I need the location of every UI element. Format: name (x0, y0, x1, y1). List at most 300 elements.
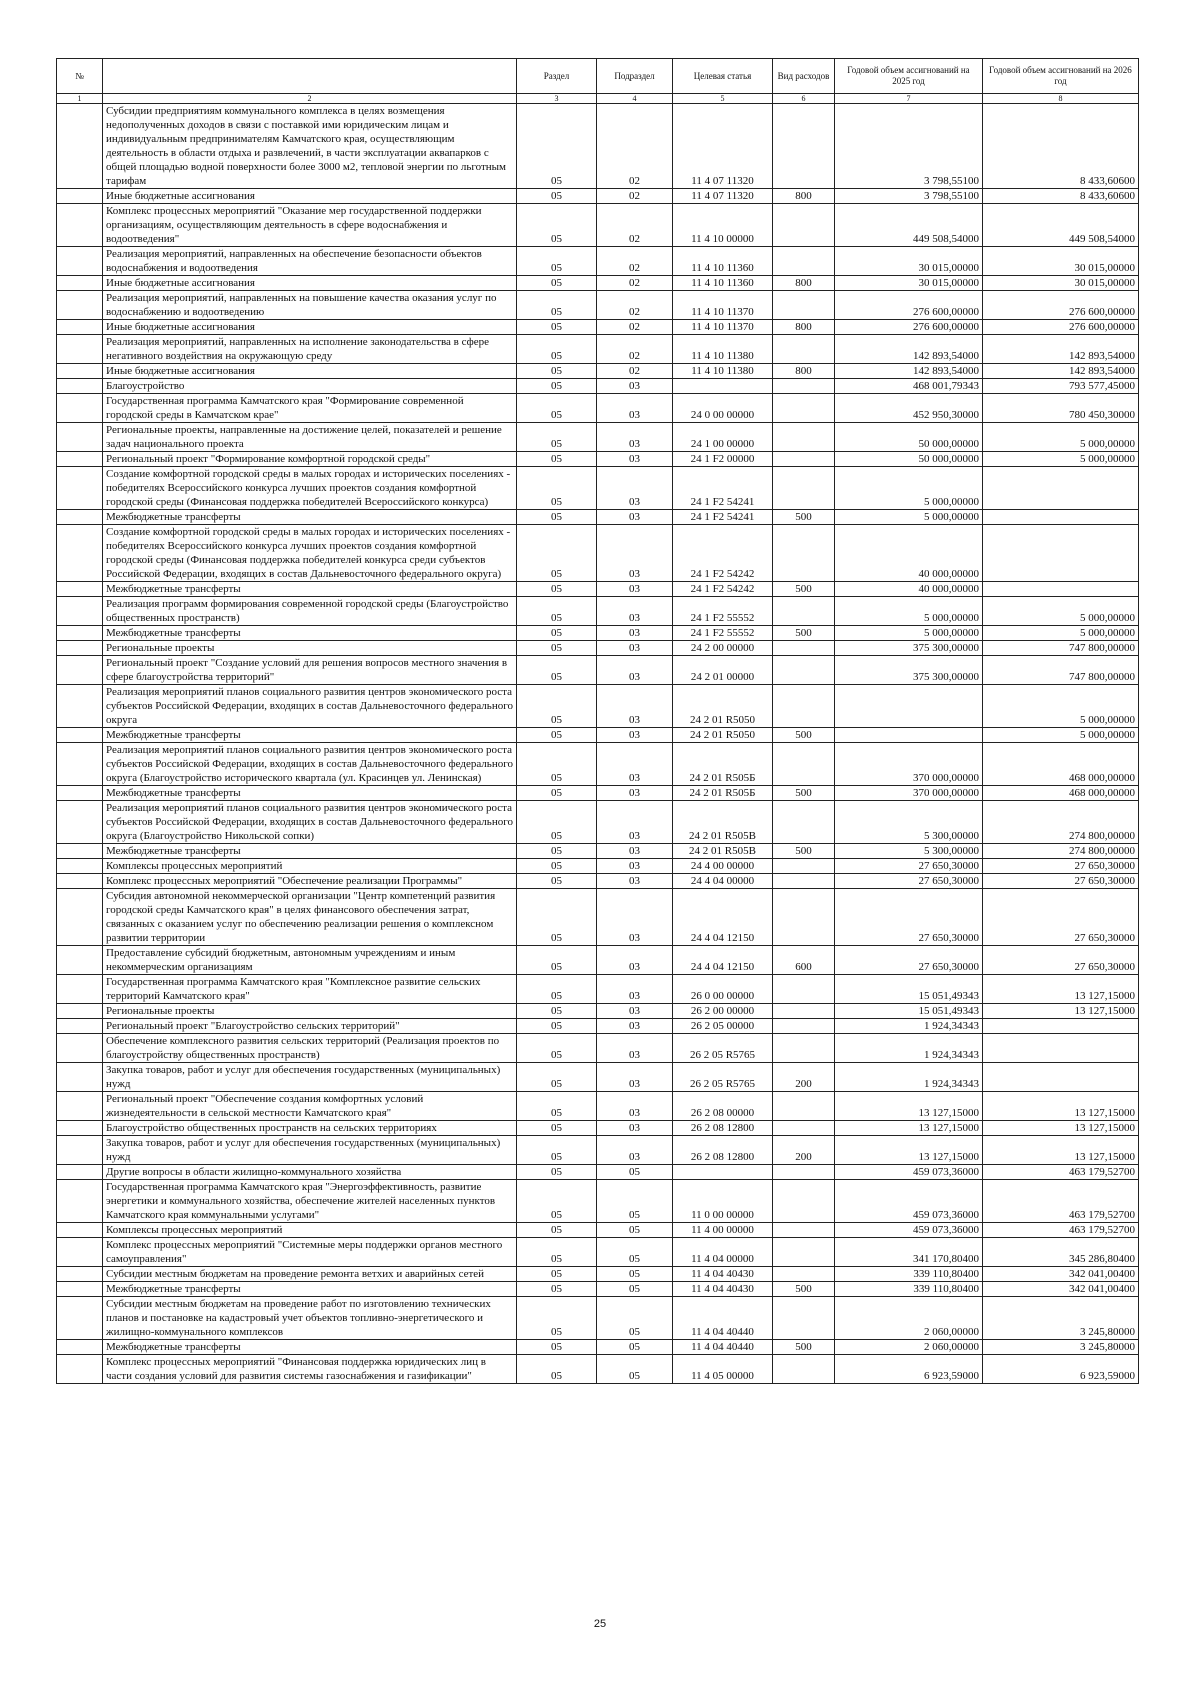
row-name-cell: Региональный проект "Обеспечение создания комфортных условий жизнедеятельности в сельской местности Камчатского края" (103, 1092, 517, 1121)
row-target-cell: 11 4 00 00000 (673, 1223, 773, 1238)
table-row (57, 874, 1139, 889)
row-volume-2026-cell: 342 041,00400 (983, 1282, 1139, 1297)
header-razdel: Раздел (517, 59, 597, 94)
row-number-cell (57, 1282, 103, 1297)
column-number: 5 (673, 94, 773, 104)
table-row (57, 247, 1139, 276)
row-volume-2026-cell (983, 1034, 1139, 1063)
row-razdel-cell: 05 (517, 423, 597, 452)
row-razdel-cell: 05 (517, 582, 597, 597)
row-expense-type-cell (773, 1180, 835, 1223)
table-row (57, 510, 1139, 525)
row-name-cell: Реализация мероприятий, направленных на повышение качества оказания услуг по водоснабжению и водоотведению (103, 291, 517, 320)
row-podrazdel-cell: 03 (597, 1004, 673, 1019)
row-target-cell: 26 0 00 00000 (673, 975, 773, 1004)
row-target-cell: 24 4 04 12150 (673, 889, 773, 946)
table-row (57, 975, 1139, 1004)
table-row (57, 1355, 1139, 1384)
row-number-cell (57, 1223, 103, 1238)
row-podrazdel-cell: 05 (597, 1297, 673, 1340)
row-target-cell: 26 2 05 R5765 (673, 1063, 773, 1092)
row-expense-type-cell (773, 1238, 835, 1267)
row-volume-2025-cell: 27 650,30000 (835, 889, 983, 946)
row-number-cell (57, 641, 103, 656)
row-number-cell (57, 656, 103, 685)
row-razdel-cell: 05 (517, 1267, 597, 1282)
row-podrazdel-cell: 05 (597, 1340, 673, 1355)
row-expense-type-cell (773, 204, 835, 247)
row-expense-type-cell: 800 (773, 276, 835, 291)
row-name-cell: Межбюджетные трансферты (103, 1340, 517, 1355)
row-volume-2026-cell: 27 650,30000 (983, 946, 1139, 975)
row-name-cell: Межбюджетные трансферты (103, 786, 517, 801)
row-number-cell (57, 247, 103, 276)
row-expense-type-cell (773, 1034, 835, 1063)
table-row (57, 1165, 1139, 1180)
row-target-cell: 24 2 01 R5050 (673, 685, 773, 728)
row-target-cell: 11 4 10 11370 (673, 291, 773, 320)
table-body (57, 104, 1139, 1384)
row-razdel-cell: 05 (517, 1063, 597, 1092)
row-name-cell: Комплекс процессных мероприятий "Обеспечение реализации Программы" (103, 874, 517, 889)
row-name-cell: Комплекс процессных мероприятий "Системные меры поддержки органов местного самоуправления" (103, 1238, 517, 1267)
row-podrazdel-cell: 03 (597, 626, 673, 641)
row-expense-type-cell (773, 1019, 835, 1034)
table-row (57, 656, 1139, 685)
row-name-cell: Предоставление субсидий бюджетным, автономным учреждениям и иным некоммерческим организациям (103, 946, 517, 975)
row-razdel-cell: 05 (517, 641, 597, 656)
row-expense-type-cell (773, 104, 835, 189)
row-podrazdel-cell: 03 (597, 379, 673, 394)
row-volume-2026-cell: 27 650,30000 (983, 889, 1139, 946)
row-volume-2025-cell: 375 300,00000 (835, 656, 983, 685)
row-volume-2025-cell: 370 000,00000 (835, 786, 983, 801)
row-podrazdel-cell: 03 (597, 452, 673, 467)
row-podrazdel-cell: 05 (597, 1282, 673, 1297)
row-volume-2026-cell (983, 1063, 1139, 1092)
table-row (57, 1297, 1139, 1340)
row-target-cell (673, 1165, 773, 1180)
row-target-cell: 26 2 08 12800 (673, 1136, 773, 1165)
row-number-cell (57, 946, 103, 975)
table-row (57, 423, 1139, 452)
row-number-cell (57, 975, 103, 1004)
row-name-cell: Другие вопросы в области жилищно-коммунального хозяйства (103, 1165, 517, 1180)
row-razdel-cell: 05 (517, 1165, 597, 1180)
row-razdel-cell: 05 (517, 335, 597, 364)
row-name-cell: Реализация мероприятий планов социального развития центров экономического роста субъектов Российской Федерации, входящих в состав Дальневосточного федерального округа (Благоустройство Никольской сопки) (103, 801, 517, 844)
row-name-cell: Реализация мероприятий, направленных на обеспечение безопасности объектов водоснабжения и водоотведения (103, 247, 517, 276)
row-expense-type-cell: 200 (773, 1063, 835, 1092)
row-volume-2025-cell: 375 300,00000 (835, 641, 983, 656)
row-podrazdel-cell: 03 (597, 946, 673, 975)
row-volume-2026-cell: 5 000,00000 (983, 685, 1139, 728)
row-expense-type-cell (773, 1004, 835, 1019)
row-number-cell (57, 685, 103, 728)
row-volume-2026-cell: 449 508,54000 (983, 204, 1139, 247)
row-volume-2026-cell: 5 000,00000 (983, 597, 1139, 626)
row-razdel-cell: 05 (517, 189, 597, 204)
row-razdel-cell: 05 (517, 874, 597, 889)
row-expense-type-cell (773, 452, 835, 467)
row-name-cell: Межбюджетные трансферты (103, 844, 517, 859)
row-volume-2026-cell (983, 467, 1139, 510)
row-name-cell: Комплекс процессных мероприятий "Финансовая поддержка юридических лиц в части создания условий для развития системы газоснабжения и газификации" (103, 1355, 517, 1384)
row-name-cell: Иные бюджетные ассигнования (103, 364, 517, 379)
row-target-cell: 24 1 F2 54241 (673, 510, 773, 525)
row-razdel-cell: 05 (517, 510, 597, 525)
row-volume-2026-cell: 27 650,30000 (983, 874, 1139, 889)
row-podrazdel-cell: 03 (597, 597, 673, 626)
row-volume-2025-cell: 339 110,80400 (835, 1282, 983, 1297)
row-number-cell (57, 889, 103, 946)
row-expense-type-cell (773, 597, 835, 626)
row-volume-2026-cell (983, 510, 1139, 525)
row-volume-2025-cell: 459 073,36000 (835, 1180, 983, 1223)
row-razdel-cell: 05 (517, 291, 597, 320)
row-razdel-cell: 05 (517, 1121, 597, 1136)
row-razdel-cell: 05 (517, 946, 597, 975)
row-expense-type-cell (773, 1165, 835, 1180)
row-podrazdel-cell: 03 (597, 801, 673, 844)
row-volume-2026-cell: 5 000,00000 (983, 452, 1139, 467)
row-number-cell (57, 291, 103, 320)
row-razdel-cell: 05 (517, 889, 597, 946)
row-number-cell (57, 1355, 103, 1384)
row-number-cell (57, 104, 103, 189)
row-name-cell: Региональные проекты (103, 1004, 517, 1019)
row-podrazdel-cell: 03 (597, 743, 673, 786)
row-target-cell: 24 1 F2 54242 (673, 582, 773, 597)
row-volume-2025-cell: 13 127,15000 (835, 1136, 983, 1165)
row-volume-2026-cell: 793 577,45000 (983, 379, 1139, 394)
header-expense-type: Вид расходов (773, 59, 835, 94)
row-volume-2025-cell: 459 073,36000 (835, 1165, 983, 1180)
row-volume-2026-cell: 3 245,80000 (983, 1340, 1139, 1355)
table-row (57, 276, 1139, 291)
table-row (57, 1034, 1139, 1063)
row-number-cell (57, 452, 103, 467)
row-expense-type-cell (773, 423, 835, 452)
row-expense-type-cell: 500 (773, 844, 835, 859)
row-podrazdel-cell: 02 (597, 189, 673, 204)
row-podrazdel-cell: 03 (597, 582, 673, 597)
row-name-cell: Межбюджетные трансферты (103, 582, 517, 597)
row-number-cell (57, 728, 103, 743)
row-volume-2025-cell: 30 015,00000 (835, 247, 983, 276)
row-expense-type-cell (773, 874, 835, 889)
row-razdel-cell: 05 (517, 1019, 597, 1034)
row-razdel-cell: 05 (517, 1297, 597, 1340)
row-volume-2025-cell: 341 170,80400 (835, 1238, 983, 1267)
row-razdel-cell: 05 (517, 204, 597, 247)
row-podrazdel-cell: 03 (597, 525, 673, 582)
row-razdel-cell: 05 (517, 379, 597, 394)
row-podrazdel-cell: 03 (597, 510, 673, 525)
row-podrazdel-cell: 03 (597, 728, 673, 743)
table-row (57, 946, 1139, 975)
row-volume-2026-cell: 8 433,60600 (983, 189, 1139, 204)
row-target-cell: 11 4 05 00000 (673, 1355, 773, 1384)
row-target-cell: 11 4 10 11370 (673, 320, 773, 335)
row-target-cell: 24 1 00 00000 (673, 423, 773, 452)
row-target-cell: 24 4 04 00000 (673, 874, 773, 889)
row-volume-2026-cell: 13 127,15000 (983, 1121, 1139, 1136)
row-razdel-cell: 05 (517, 685, 597, 728)
row-podrazdel-cell: 05 (597, 1223, 673, 1238)
table-row (57, 394, 1139, 423)
row-volume-2026-cell: 5 000,00000 (983, 728, 1139, 743)
row-podrazdel-cell: 02 (597, 204, 673, 247)
row-podrazdel-cell: 02 (597, 364, 673, 379)
row-volume-2025-cell: 13 127,15000 (835, 1092, 983, 1121)
row-name-cell: Создание комфортной городской среды в малых городах и исторических поселениях - победителях Всероссийского конкурса лучших проектов создания комфортной городской среды (Финансовая поддержка победителей конкурса среди субъектов Российской Федерации, входящих в состав Дальневосточного федерального округа) (103, 525, 517, 582)
row-expense-type-cell (773, 1092, 835, 1121)
column-number: 8 (983, 94, 1139, 104)
row-razdel-cell: 05 (517, 743, 597, 786)
row-expense-type-cell (773, 685, 835, 728)
row-number-cell (57, 743, 103, 786)
row-volume-2026-cell: 13 127,15000 (983, 975, 1139, 1004)
row-podrazdel-cell: 02 (597, 276, 673, 291)
column-number: 3 (517, 94, 597, 104)
row-volume-2026-cell: 6 923,59000 (983, 1355, 1139, 1384)
row-number-cell (57, 1267, 103, 1282)
row-razdel-cell: 05 (517, 844, 597, 859)
row-volume-2025-cell: 5 300,00000 (835, 844, 983, 859)
row-number-cell (57, 189, 103, 204)
row-volume-2026-cell: 142 893,54000 (983, 335, 1139, 364)
row-number-cell (57, 364, 103, 379)
row-razdel-cell: 05 (517, 1223, 597, 1238)
row-razdel-cell: 05 (517, 1034, 597, 1063)
table-row (57, 1223, 1139, 1238)
budget-table-sheet (56, 58, 1138, 1384)
table-header-row (57, 59, 1139, 94)
row-volume-2025-cell: 2 060,00000 (835, 1297, 983, 1340)
header-number: № (57, 59, 103, 94)
row-number-cell (57, 582, 103, 597)
table-row (57, 1004, 1139, 1019)
row-volume-2026-cell (983, 1019, 1139, 1034)
row-name-cell: Межбюджетные трансферты (103, 1282, 517, 1297)
row-volume-2026-cell: 274 800,00000 (983, 801, 1139, 844)
row-target-cell: 24 1 F2 55552 (673, 597, 773, 626)
row-volume-2026-cell: 30 015,00000 (983, 247, 1139, 276)
row-volume-2025-cell: 276 600,00000 (835, 291, 983, 320)
row-target-cell: 26 2 05 00000 (673, 1019, 773, 1034)
row-number-cell (57, 1136, 103, 1165)
row-number-cell (57, 423, 103, 452)
row-podrazdel-cell: 05 (597, 1165, 673, 1180)
row-name-cell: Реализация мероприятий, направленных на исполнение законодательства в сфере негативного воздействия на окружающую среду (103, 335, 517, 364)
row-expense-type-cell: 500 (773, 1282, 835, 1297)
row-target-cell: 11 4 04 40440 (673, 1297, 773, 1340)
row-number-cell (57, 379, 103, 394)
table-row (57, 364, 1139, 379)
row-target-cell (673, 379, 773, 394)
row-podrazdel-cell: 03 (597, 859, 673, 874)
row-razdel-cell: 05 (517, 1004, 597, 1019)
row-target-cell: 26 2 08 12800 (673, 1121, 773, 1136)
row-target-cell: 24 4 00 00000 (673, 859, 773, 874)
table-row (57, 1267, 1139, 1282)
table-row (57, 801, 1139, 844)
row-target-cell: 24 2 01 R505В (673, 801, 773, 844)
row-volume-2026-cell: 3 245,80000 (983, 1297, 1139, 1340)
row-podrazdel-cell: 03 (597, 975, 673, 1004)
row-expense-type-cell (773, 291, 835, 320)
row-volume-2025-cell: 5 300,00000 (835, 801, 983, 844)
row-volume-2025-cell: 452 950,30000 (835, 394, 983, 423)
row-number-cell (57, 525, 103, 582)
row-podrazdel-cell: 03 (597, 1034, 673, 1063)
row-target-cell: 24 2 00 00000 (673, 641, 773, 656)
row-number-cell (57, 1180, 103, 1223)
row-volume-2025-cell: 5 000,00000 (835, 510, 983, 525)
row-name-cell: Субсидии местным бюджетам на проведение работ по изготовлению технических планов и постановке на кадастровый учет объектов топливно-энергетического и жилищно-коммунального комплексов (103, 1297, 517, 1340)
row-expense-type-cell (773, 889, 835, 946)
row-volume-2026-cell: 342 041,00400 (983, 1267, 1139, 1282)
row-podrazdel-cell: 03 (597, 1136, 673, 1165)
row-name-cell: Комплексы процессных мероприятий (103, 1223, 517, 1238)
row-razdel-cell: 05 (517, 626, 597, 641)
row-volume-2025-cell: 1 924,34343 (835, 1063, 983, 1092)
row-number-cell (57, 1092, 103, 1121)
row-razdel-cell: 05 (517, 104, 597, 189)
table-row (57, 525, 1139, 582)
row-name-cell: Иные бюджетные ассигнования (103, 320, 517, 335)
row-razdel-cell: 05 (517, 320, 597, 335)
row-target-cell: 24 1 F2 54241 (673, 467, 773, 510)
row-target-cell: 24 1 F2 54242 (673, 525, 773, 582)
row-number-cell (57, 844, 103, 859)
row-volume-2026-cell: 747 800,00000 (983, 656, 1139, 685)
table-row (57, 1340, 1139, 1355)
row-razdel-cell: 05 (517, 597, 597, 626)
row-podrazdel-cell: 03 (597, 641, 673, 656)
row-podrazdel-cell: 03 (597, 1092, 673, 1121)
row-expense-type-cell (773, 859, 835, 874)
row-razdel-cell: 05 (517, 1092, 597, 1121)
row-number-cell (57, 1340, 103, 1355)
row-volume-2025-cell: 27 650,30000 (835, 946, 983, 975)
row-volume-2025-cell: 15 051,49343 (835, 1004, 983, 1019)
row-target-cell: 24 2 01 R5050 (673, 728, 773, 743)
row-number-cell (57, 467, 103, 510)
row-razdel-cell: 05 (517, 364, 597, 379)
row-volume-2025-cell: 1 924,34343 (835, 1034, 983, 1063)
row-number-cell (57, 874, 103, 889)
row-target-cell: 11 4 04 40440 (673, 1340, 773, 1355)
row-expense-type-cell (773, 743, 835, 786)
row-podrazdel-cell: 03 (597, 394, 673, 423)
row-target-cell: 11 4 04 40430 (673, 1282, 773, 1297)
column-number: 4 (597, 94, 673, 104)
row-volume-2025-cell: 5 000,00000 (835, 626, 983, 641)
table-row (57, 626, 1139, 641)
row-target-cell: 24 2 01 R505Б (673, 786, 773, 801)
row-target-cell: 24 1 F2 55552 (673, 626, 773, 641)
row-podrazdel-cell: 02 (597, 291, 673, 320)
row-number-cell (57, 1063, 103, 1092)
row-target-cell: 24 2 01 R505В (673, 844, 773, 859)
row-razdel-cell: 05 (517, 656, 597, 685)
row-target-cell: 11 4 04 40430 (673, 1267, 773, 1282)
row-razdel-cell: 05 (517, 728, 597, 743)
row-expense-type-cell: 500 (773, 786, 835, 801)
table-row (57, 728, 1139, 743)
row-target-cell: 11 4 10 11360 (673, 247, 773, 276)
row-podrazdel-cell: 03 (597, 786, 673, 801)
row-number-cell (57, 320, 103, 335)
row-volume-2025-cell (835, 728, 983, 743)
row-volume-2026-cell: 463 179,52700 (983, 1165, 1139, 1180)
row-podrazdel-cell: 03 (597, 656, 673, 685)
row-expense-type-cell: 800 (773, 189, 835, 204)
row-expense-type-cell (773, 1223, 835, 1238)
row-volume-2026-cell: 468 000,00000 (983, 786, 1139, 801)
row-volume-2026-cell: 13 127,15000 (983, 1092, 1139, 1121)
row-razdel-cell: 05 (517, 467, 597, 510)
row-volume-2026-cell: 8 433,60600 (983, 104, 1139, 189)
table-row (57, 1282, 1139, 1297)
table-row (57, 786, 1139, 801)
row-expense-type-cell (773, 1121, 835, 1136)
row-podrazdel-cell: 03 (597, 874, 673, 889)
table-row (57, 1063, 1139, 1092)
row-name-cell: Закупка товаров, работ и услуг для обеспечения государственных (муниципальных) нужд (103, 1136, 517, 1165)
table-row (57, 320, 1139, 335)
row-razdel-cell: 05 (517, 1282, 597, 1297)
row-number-cell (57, 786, 103, 801)
row-name-cell: Закупка товаров, работ и услуг для обеспечения государственных (муниципальных) нужд (103, 1063, 517, 1092)
table-row (57, 1092, 1139, 1121)
row-volume-2025-cell: 459 073,36000 (835, 1223, 983, 1238)
row-expense-type-cell: 500 (773, 582, 835, 597)
row-podrazdel-cell: 02 (597, 247, 673, 276)
row-volume-2026-cell: 468 000,00000 (983, 743, 1139, 786)
row-target-cell: 11 4 10 00000 (673, 204, 773, 247)
row-target-cell: 26 2 00 00000 (673, 1004, 773, 1019)
row-razdel-cell: 05 (517, 394, 597, 423)
row-volume-2026-cell: 276 600,00000 (983, 291, 1139, 320)
row-podrazdel-cell: 05 (597, 1238, 673, 1267)
row-name-cell: Межбюджетные трансферты (103, 626, 517, 641)
row-name-cell: Благоустройство общественных пространств на сельских территориях (103, 1121, 517, 1136)
row-volume-2025-cell: 50 000,00000 (835, 452, 983, 467)
row-target-cell: 11 4 07 11320 (673, 104, 773, 189)
row-podrazdel-cell: 02 (597, 335, 673, 364)
row-name-cell: Региональный проект "Формирование комфортной городской среды" (103, 452, 517, 467)
row-volume-2026-cell: 747 800,00000 (983, 641, 1139, 656)
row-name-cell: Реализация программ формирования современной городской среды (Благоустройство общественных пространств) (103, 597, 517, 626)
column-number: 7 (835, 94, 983, 104)
row-volume-2026-cell: 13 127,15000 (983, 1136, 1139, 1165)
row-target-cell: 26 2 08 00000 (673, 1092, 773, 1121)
row-volume-2025-cell: 449 508,54000 (835, 204, 983, 247)
row-number-cell (57, 1019, 103, 1034)
row-expense-type-cell: 800 (773, 320, 835, 335)
row-volume-2025-cell: 15 051,49343 (835, 975, 983, 1004)
row-volume-2025-cell: 142 893,54000 (835, 364, 983, 379)
row-number-cell (57, 1165, 103, 1180)
row-volume-2025-cell: 370 000,00000 (835, 743, 983, 786)
row-expense-type-cell (773, 1267, 835, 1282)
row-razdel-cell: 05 (517, 1136, 597, 1165)
row-razdel-cell: 05 (517, 452, 597, 467)
row-podrazdel-cell: 03 (597, 1019, 673, 1034)
